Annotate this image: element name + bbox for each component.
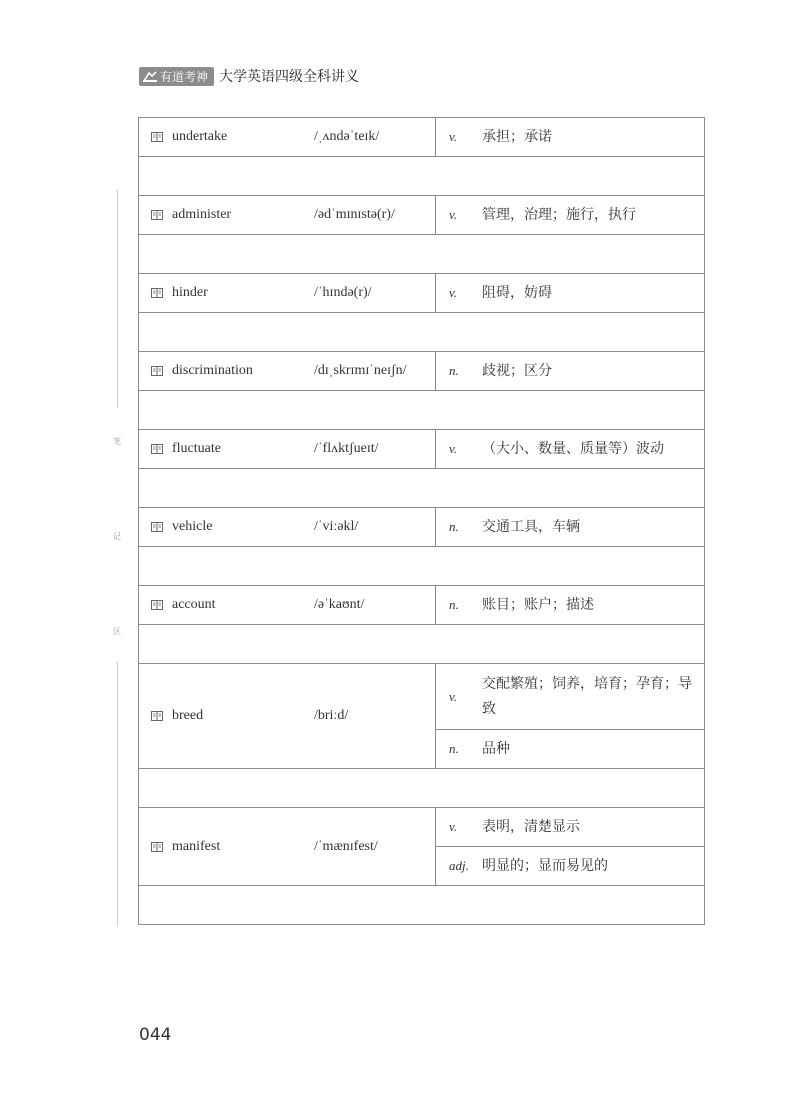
- notes-row: [139, 235, 705, 274]
- definition-cell: [436, 847, 705, 886]
- word-cell: [139, 430, 436, 469]
- meaning: 管理，治理；施行，执行: [482, 206, 636, 223]
- meaning: 明显的；显而易见的: [482, 857, 608, 874]
- phonetic: /dɪˌskrɪmɪˈneɪʃn/: [314, 363, 407, 378]
- definition-cell: [436, 808, 705, 847]
- word-cell: [139, 508, 436, 547]
- book-title: 大学英语四级全科讲义: [219, 69, 360, 85]
- word-cell: [139, 352, 436, 391]
- phonetic: /ədˈmɪnɪstə(r)/: [314, 207, 395, 222]
- notes-cell[interactable]: [139, 886, 705, 925]
- meaning: 品种: [482, 740, 510, 757]
- vocab-row: [139, 508, 705, 547]
- notes-row: [139, 469, 705, 508]
- word: manifest: [172, 838, 221, 854]
- part-of-speech: n.: [449, 597, 459, 612]
- notes-row: [139, 391, 705, 430]
- definition-cell: [436, 430, 705, 469]
- part-of-speech: n.: [449, 741, 459, 756]
- vocab-row: [139, 664, 705, 730]
- word: account: [172, 597, 216, 612]
- part-of-speech: v.: [449, 688, 458, 704]
- meaning: 歧视；区分: [482, 362, 552, 379]
- phonetic: /ˈflʌktʃueɪt/: [314, 441, 379, 456]
- part-of-speech: v.: [449, 207, 458, 222]
- word-cell: [139, 274, 436, 313]
- meaning: 交通工具，车辆: [482, 518, 580, 535]
- book-icon: [151, 288, 163, 298]
- notes-row: [139, 769, 705, 808]
- notes-cell[interactable]: [139, 469, 705, 508]
- book-icon: [151, 711, 163, 721]
- part-of-speech: v.: [449, 285, 458, 300]
- word-cell: [139, 196, 436, 235]
- margin-note-char: 区: [113, 627, 121, 636]
- phonetic: /əˈkaʊnt/: [314, 597, 365, 612]
- definition-cell: [436, 508, 705, 547]
- book-icon: [151, 366, 163, 376]
- word-cell: [139, 664, 436, 769]
- part-of-speech: v.: [449, 441, 458, 456]
- lamp-logo-icon: [143, 70, 157, 82]
- definition-cell: [436, 730, 705, 769]
- part-of-speech: v.: [449, 129, 458, 144]
- brand-badge: [139, 67, 214, 86]
- notes-cell[interactable]: [139, 547, 705, 586]
- notes-row: [139, 625, 705, 664]
- part-of-speech: n.: [449, 363, 459, 378]
- meaning: 账目；账户；描述: [482, 596, 594, 613]
- part-of-speech: n.: [449, 519, 459, 534]
- vocab-row: [139, 118, 705, 157]
- margin-divider-bottom: [117, 662, 118, 926]
- notes-row: [139, 547, 705, 586]
- page-number: 044: [139, 1025, 172, 1045]
- notes-cell[interactable]: [139, 625, 705, 664]
- word: vehicle: [172, 519, 213, 534]
- part-of-speech: v.: [449, 819, 458, 834]
- vocab-table: [138, 117, 705, 925]
- vocab-row: [139, 196, 705, 235]
- phonetic: /ˈviːəkl/: [314, 519, 359, 534]
- meaning: 交配繁殖；饲养，培育；孕育；导致: [482, 675, 692, 717]
- notes-row: [139, 157, 705, 196]
- vocab-row: [139, 352, 705, 391]
- definition-cell: [436, 352, 705, 391]
- phonetic: /briːd/: [314, 708, 349, 723]
- phonetic: /ˈmænɪfest/: [314, 838, 378, 854]
- vocab-row: [139, 430, 705, 469]
- word: fluctuate: [172, 441, 221, 456]
- notes-cell[interactable]: [139, 235, 705, 274]
- definition-cell: [436, 274, 705, 313]
- page-header: [139, 66, 359, 86]
- margin-divider-top: [117, 190, 118, 408]
- brand-label: 有道考神: [160, 69, 209, 84]
- word-cell: [139, 586, 436, 625]
- vocab-row: [139, 586, 705, 625]
- definition-cell: [436, 586, 705, 625]
- meaning: 表明，清楚显示: [482, 818, 580, 835]
- margin-note-char: 笔: [113, 437, 121, 446]
- notes-row: [139, 886, 705, 925]
- notes-row: [139, 313, 705, 352]
- notes-cell[interactable]: [139, 769, 705, 808]
- word: administer: [172, 207, 232, 222]
- part-of-speech: adj.: [449, 858, 469, 873]
- vocab-row: [139, 274, 705, 313]
- notes-cell[interactable]: [139, 391, 705, 430]
- phonetic: /ˌʌndəˈteɪk/: [314, 129, 380, 144]
- word: undertake: [172, 129, 228, 144]
- phonetic: /ˈhɪndə(r)/: [314, 285, 372, 300]
- meaning: （大小、数量、质量等）波动: [482, 440, 664, 457]
- book-icon: [151, 210, 163, 220]
- meaning: 阻碍，妨碍: [482, 284, 552, 301]
- notes-cell[interactable]: [139, 157, 705, 196]
- meaning: 承担；承诺: [482, 128, 552, 145]
- book-icon: [151, 444, 163, 454]
- book-icon: [151, 600, 163, 610]
- word: breed: [172, 708, 204, 723]
- word: hinder: [172, 285, 208, 300]
- margin-note-char: 记: [113, 532, 121, 541]
- definition-cell: [436, 664, 705, 730]
- book-icon: [151, 842, 163, 852]
- word-cell: [139, 118, 436, 157]
- vocab-row: [139, 808, 705, 847]
- definition-cell: [436, 118, 705, 157]
- word-cell: [139, 808, 436, 886]
- definition-cell: [436, 196, 705, 235]
- book-icon: [151, 522, 163, 532]
- word: discrimination: [172, 363, 253, 378]
- book-icon: [151, 132, 163, 142]
- notes-cell[interactable]: [139, 313, 705, 352]
